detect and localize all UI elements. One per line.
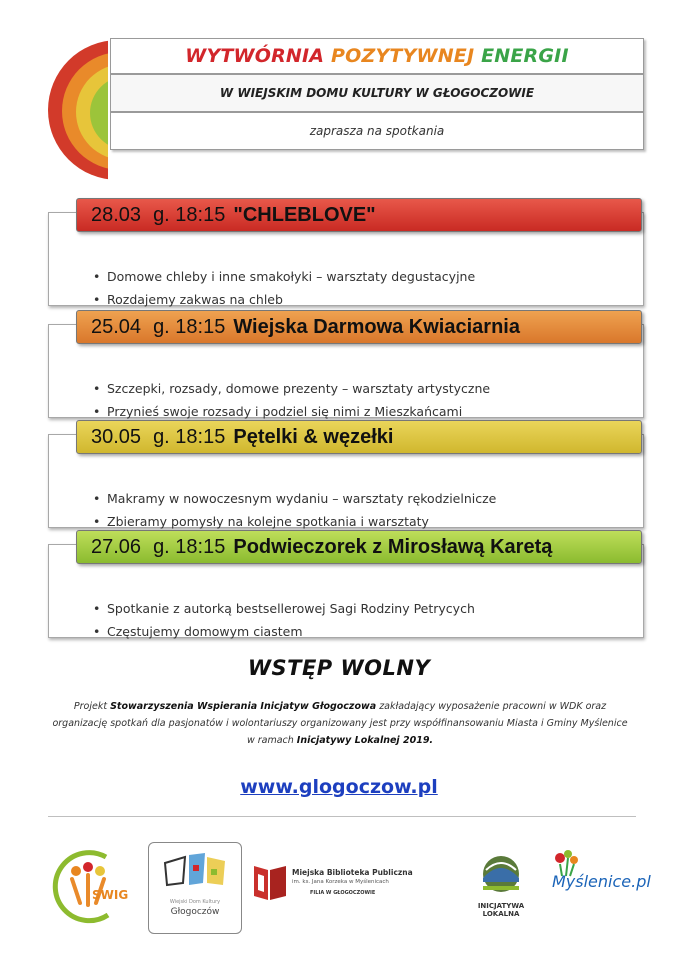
event-title-bar xyxy=(76,198,642,232)
event-title-bar xyxy=(76,310,642,344)
event-bullets xyxy=(93,265,475,311)
event-name: Podwieczorek z Mirosławą Karetą xyxy=(233,535,553,558)
myslenice-text: Myślenice.pl xyxy=(552,872,651,891)
event-date: 25.04 xyxy=(91,315,142,338)
library-logo xyxy=(250,860,430,910)
event-bullet: • Domowe chleby i inne smakołyki – warsztaty degustacyjne xyxy=(93,265,475,288)
title-box xyxy=(110,38,644,74)
event-bullet: • Częstujemy domowym ciastem xyxy=(93,620,475,643)
poster-header xyxy=(48,30,648,160)
project-text: zakładający wyposażenie pracowni w WDK oraz organizację spotkań dla pasjonatów i wolontariuszy organizowany jest przy współfinansowaniu Miasta i Gminy Myślenice w ramach xyxy=(52,701,628,746)
event-bullets xyxy=(93,597,475,643)
title-part-2: POZYTYWNEJ xyxy=(331,45,475,67)
project-program: Inicjatywy Lokalnej 2019. xyxy=(296,735,434,746)
myslenice-logo xyxy=(546,848,651,918)
inicjatywa-emblem-icon xyxy=(470,848,532,902)
library-subtitle: im. ks. Jana Korzeka w Myślenicach xyxy=(292,879,389,885)
swig-emblem-icon xyxy=(46,845,128,927)
poster-title xyxy=(185,45,568,67)
invite-box xyxy=(110,112,644,150)
event-bullet: • Spotkanie z autorką bestsellerowej Sagi Rodziny Petrycych xyxy=(93,597,475,620)
footer-divider xyxy=(48,816,636,817)
subtitle-box xyxy=(110,74,644,112)
event-date: 27.06 xyxy=(91,535,142,558)
event-name: Wiejska Darmowa Kwiaciarnia xyxy=(233,315,520,338)
event-date: 30.05 xyxy=(91,425,142,448)
free-entry-heading: WSTĘP WOLNY xyxy=(247,656,431,680)
wdk-emblem-icon xyxy=(149,843,241,899)
event-bullets xyxy=(93,377,490,423)
event-time: g. 18:15 xyxy=(153,425,226,448)
event-bullet: • Zbieramy pomysły na kolejne spotkania i warsztaty xyxy=(93,510,496,533)
project-text: Projekt xyxy=(73,701,111,712)
website-link[interactable]: www.glogoczow.pl xyxy=(240,776,438,798)
wdk-glogoczow-logo xyxy=(148,842,242,934)
poster-subtitle: W WIEJSKIM DOMU KULTURY W GŁOGOCZOWIE xyxy=(219,86,535,100)
library-book-icon xyxy=(250,860,290,904)
inicjatywa-lokalna-logo xyxy=(470,848,532,918)
swig-logo xyxy=(46,845,128,927)
library-branch: FILIA W GŁOGOCZOWIE xyxy=(310,890,376,896)
title-part-3: ENERGII xyxy=(481,45,569,67)
event-title-bar xyxy=(76,530,642,564)
event-date: 28.03 xyxy=(91,203,142,226)
event-time: g. 18:15 xyxy=(153,535,226,558)
event-bullet: • Makramy w nowoczesnym wydaniu – warsztaty rękodzielnicze xyxy=(93,487,496,510)
event-bullet: • Szczepki, rozsady, domowe prezenty – warsztaty artystyczne xyxy=(93,377,490,400)
event-bullets xyxy=(93,487,496,533)
title-part-1: WYTWÓRNIA xyxy=(185,45,325,67)
swig-text: SWIG xyxy=(92,888,128,902)
event-bullet: • Przynieś swoje rozsady i podziel się nimi z Mieszkańcami xyxy=(93,400,490,423)
invite-text: zaprasza na spotkania xyxy=(309,124,445,138)
wdk-caption: Głogoczów xyxy=(170,907,220,917)
library-name: Miejska Biblioteka Publiczna xyxy=(292,868,413,877)
event-name: Pętelki & węzełki xyxy=(233,425,394,448)
event-bullet: • Rozdajemy zakwas na chleb xyxy=(93,288,475,311)
event-name: "CHLEBLOVE" xyxy=(233,203,376,226)
event-time: g. 18:15 xyxy=(153,203,226,226)
event-time: g. 18:15 xyxy=(153,315,226,338)
project-organization: Stowarzyszenia Wspierania Inicjatyw Głogoczowa xyxy=(110,701,377,712)
wdk-subtitle: Wiejski Dom Kultury xyxy=(169,899,221,905)
event-title-bar xyxy=(76,420,642,454)
inicjatywa-label: INICJATYWA LOKALNA xyxy=(477,902,525,918)
project-description xyxy=(50,698,630,749)
